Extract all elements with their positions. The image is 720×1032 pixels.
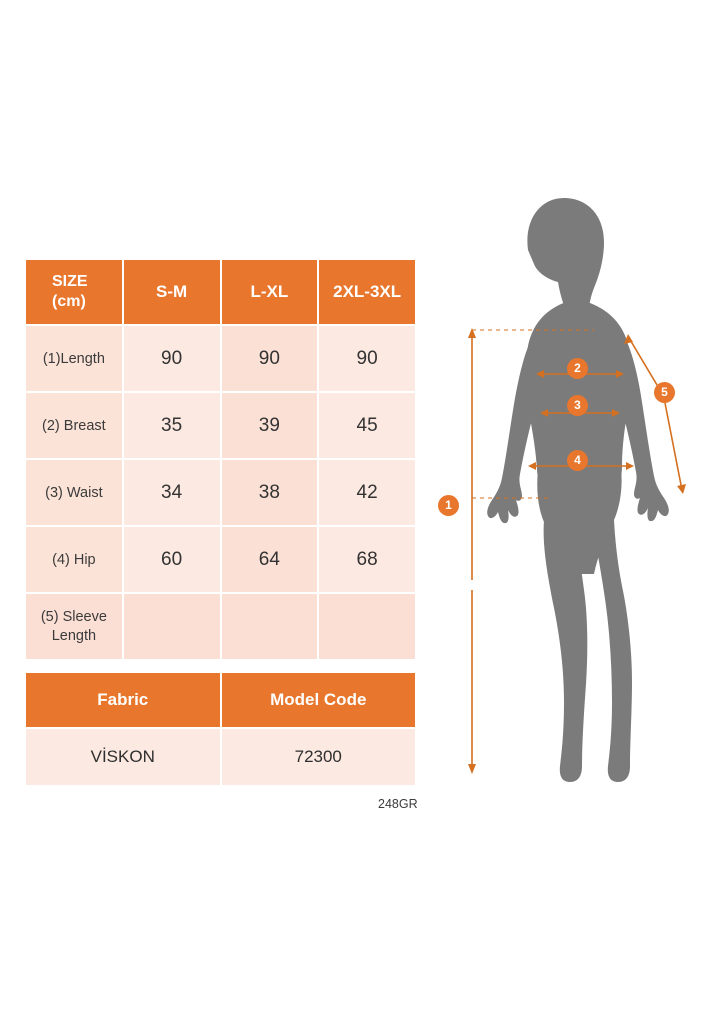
cell-hip-lxl: 64 (221, 526, 319, 593)
table-header-row (25, 259, 416, 325)
measurement-badge-2: 2 (567, 358, 588, 379)
model-code-header: Model Code (221, 672, 417, 728)
fabric-header-row (25, 672, 416, 728)
size-header-line1: SIZE (52, 273, 88, 290)
table-row (25, 526, 416, 593)
fabric-value-row (25, 728, 416, 786)
table-row (25, 459, 416, 526)
cell-breast-lxl: 39 (221, 392, 319, 459)
cell-waist-2xl3xl: 42 (318, 459, 416, 526)
column-header-lxl: L-XL (221, 259, 319, 325)
cell-breast-sm: 35 (123, 392, 221, 459)
cell-waist-sm: 34 (123, 459, 221, 526)
row-label-waist: (3) Waist (25, 459, 123, 526)
cell-hip-sm: 60 (123, 526, 221, 593)
measurement-badge-1: 1 (438, 495, 459, 516)
cell-waist-lxl: 38 (221, 459, 319, 526)
cell-sleeve-lxl (221, 593, 319, 660)
table-row (25, 593, 416, 660)
cell-length-sm: 90 (123, 325, 221, 392)
size-table (24, 258, 417, 661)
row-label-hip: (4) Hip (25, 526, 123, 593)
measurement-badge-4: 4 (567, 450, 588, 471)
size-unit-header (25, 259, 123, 325)
cell-hip-2xl3xl: 68 (318, 526, 416, 593)
fabric-weight-note: 248GR (378, 797, 418, 811)
column-header-sm: S-M (123, 259, 221, 325)
cell-sleeve-2xl3xl (318, 593, 416, 660)
measurement-badge-3: 3 (567, 395, 588, 416)
row-label-sleeve-length: (5) Sleeve Length (25, 593, 123, 660)
table-row (25, 325, 416, 392)
cell-length-lxl: 90 (221, 325, 319, 392)
female-silhouette-icon (432, 190, 707, 800)
measurement-badge-5: 5 (654, 382, 675, 403)
cell-sleeve-sm (123, 593, 221, 660)
cell-length-2xl3xl: 90 (318, 325, 416, 392)
cell-breast-2xl3xl: 45 (318, 392, 416, 459)
fabric-table (24, 671, 417, 787)
fabric-value: VİSKON (25, 728, 221, 786)
row-label-length: (1)Length (25, 325, 123, 392)
table-row (25, 392, 416, 459)
model-code-value: 72300 (221, 728, 417, 786)
model-figure-diagram (432, 190, 707, 800)
fabric-header: Fabric (25, 672, 221, 728)
column-header-2xl3xl: 2XL-3XL (318, 259, 416, 325)
row-label-breast: (2) Breast (25, 392, 123, 459)
size-header-line2: (cm) (52, 293, 86, 310)
